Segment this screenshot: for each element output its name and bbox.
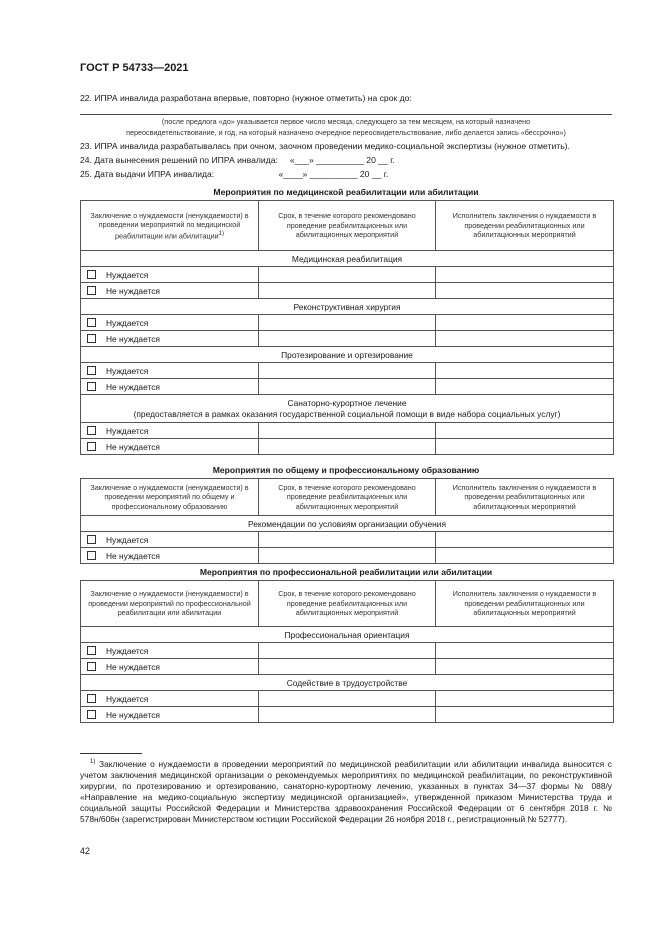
term-cell[interactable]	[259, 423, 436, 439]
term-cell[interactable]	[259, 379, 436, 395]
executor-cell[interactable]	[436, 439, 614, 455]
column-header-conclusion: Заключение о нуждаемости (ненуждаемости) в проведении мероприятий по профессиональной реабилитации или абилитации	[81, 581, 259, 627]
column-header-term: Срок, в течение которого рекомендовано проведение реабилитационных или абилитационных мероприятий	[259, 479, 436, 516]
option-need[interactable]: Нуждается	[81, 363, 259, 379]
executor-cell[interactable]	[436, 331, 614, 347]
item-23: 23. ИПРА инвалида разрабатывалась при очном, заочном проведении медико-социальной экспертизы (нужное отметить).	[80, 141, 570, 151]
term-cell[interactable]	[259, 691, 436, 707]
term-cell[interactable]	[259, 548, 436, 564]
checkbox[interactable]	[87, 694, 96, 703]
executor-cell[interactable]	[436, 548, 614, 564]
option-no-need[interactable]: Не нуждается	[81, 439, 259, 455]
executor-cell[interactable]	[436, 315, 614, 331]
option-need[interactable]: Нуждается	[81, 532, 259, 548]
term-cell[interactable]	[259, 659, 436, 675]
column-header-executor: Исполнитель заключения о нуждаемости в проведении реабилитационных или абилитационных мероприятий	[436, 201, 614, 251]
checkbox[interactable]	[87, 535, 96, 544]
option-need[interactable]: Нуждается	[81, 691, 259, 707]
fill-line	[80, 114, 612, 115]
checkbox[interactable]	[87, 646, 96, 655]
option-no-need[interactable]: Не нуждается	[81, 659, 259, 675]
option-need[interactable]: Нуждается	[81, 423, 259, 439]
executor-cell[interactable]	[436, 659, 614, 675]
option-no-need[interactable]: Не нуждается	[81, 331, 259, 347]
subsection-medical-rehabilitation: Медицинская реабилитация	[81, 251, 614, 267]
medical-section-title: Мероприятия по медицинской реабилитации или абилитации	[213, 187, 479, 197]
executor-cell[interactable]	[436, 363, 614, 379]
subsection-learning-conditions: Рекомендации по условиям организации обучения	[81, 516, 614, 532]
executor-cell[interactable]	[436, 379, 614, 395]
column-header-executor: Исполнитель заключения о нуждаемости в проведении реабилитационных или абилитационных мероприятий	[436, 479, 614, 516]
checkbox[interactable]	[87, 442, 96, 451]
option-no-need[interactable]: Не нуждается	[81, 707, 259, 723]
item-22: 22. ИПРА инвалида разработана впервые, повторно (нужное отметить) на срок до:	[80, 93, 412, 103]
checkbox[interactable]	[87, 270, 96, 279]
checkbox[interactable]	[87, 286, 96, 295]
footnote-divider	[80, 753, 142, 754]
checkbox[interactable]	[87, 366, 96, 375]
option-need[interactable]: Нуждается	[81, 267, 259, 283]
education-section-title: Мероприятия по общему и профессиональному образованию	[212, 465, 480, 475]
subsection-reconstructive-surgery: Реконструктивная хирургия	[81, 299, 614, 315]
subsection-career-guidance: Профессиональная ориентация	[81, 627, 614, 643]
medical-table	[80, 200, 614, 455]
item-22-note-1: (после предлога «до» указывается первое число месяца, следующего за тем месяцем, на который назначено	[161, 117, 531, 126]
checkbox[interactable]	[87, 662, 96, 671]
executor-cell[interactable]	[436, 423, 614, 439]
checkbox[interactable]	[87, 426, 96, 435]
term-cell[interactable]	[259, 707, 436, 723]
term-cell[interactable]	[259, 315, 436, 331]
executor-cell[interactable]	[436, 267, 614, 283]
column-header-term: Срок, в течение которого рекомендовано проведение реабилитационных или абилитационных мероприятий	[259, 201, 436, 251]
executor-cell[interactable]	[436, 532, 614, 548]
option-need[interactable]: Нуждается	[81, 315, 259, 331]
subsection-sanatorium: Санаторно-курортное лечение (предоставляется в рамках оказания государственной социальной помощи в виде набора социальных услуг)	[81, 395, 614, 423]
subsection-prosthetics: Протезирование и ортезирование	[81, 347, 614, 363]
option-no-need[interactable]: Не нуждается	[81, 548, 259, 564]
column-header-executor: Исполнитель заключения о нуждаемости в проведении реабилитационных или абилитационных мероприятий	[436, 581, 614, 627]
column-header-term: Срок, в течение которого рекомендовано проведение реабилитационных или абилитационных мероприятий	[259, 581, 436, 627]
subsection-employment-assistance: Содействие в трудоустройстве	[81, 675, 614, 691]
term-cell[interactable]	[259, 439, 436, 455]
term-cell[interactable]	[259, 331, 436, 347]
checkbox[interactable]	[87, 551, 96, 560]
term-cell[interactable]	[259, 643, 436, 659]
executor-cell[interactable]	[436, 643, 614, 659]
education-table	[80, 478, 614, 564]
checkbox[interactable]	[87, 382, 96, 391]
document-header: ГОСТ Р 54733—2021	[80, 62, 189, 74]
term-cell[interactable]	[259, 283, 436, 299]
item-24: 24. Дата вынесения решений по ИПРА инвалида: «___» __________ 20 __ г.	[80, 155, 395, 165]
executor-cell[interactable]	[436, 707, 614, 723]
option-no-need[interactable]: Не нуждается	[81, 379, 259, 395]
professional-table	[80, 580, 614, 723]
item-25: 25. Дата выдачи ИПРА инвалида: «____» __________ 20 __ г.	[80, 169, 389, 179]
option-no-need[interactable]: Не нуждается	[81, 283, 259, 299]
term-cell[interactable]	[259, 532, 436, 548]
checkbox[interactable]	[87, 318, 96, 327]
column-header-conclusion: Заключение о нуждаемости (ненуждаемости) в проведении мероприятий по общему и профессиональному образованию	[81, 479, 259, 516]
executor-cell[interactable]	[436, 283, 614, 299]
checkbox[interactable]	[87, 710, 96, 719]
footnote: $^{1)}$ Заключение о нуждаемости в проведении мероприятий по медицинской реабилитации или абилитации инвалида выносится с учетом заключения медицинской организации о рекомендуемых мероприятиях по медицинской реабилитации, по реконструктивной хирургии, по протезированию и ортезированию, санаторно-курортному лечению, указанных в пунктах 34—37 формы № 088/у «Направление на медико-социальную экспертизу медицинской организацией», утвержденной приказом Министерства труда и социальной защиты Российской Федерации и Министерства здравоохранения Российской Федерации от 6 сентября 2018 г. № 578н/606н (зарегистрирован Министерством юстиции Российской Федерации 26 ноября 2018 г., регистрационный № 52777).	[80, 758, 612, 824]
checkbox[interactable]	[87, 334, 96, 343]
term-cell[interactable]	[259, 363, 436, 379]
executor-cell[interactable]	[436, 691, 614, 707]
page-number: 42	[80, 846, 91, 856]
option-need[interactable]: Нуждается	[81, 643, 259, 659]
professional-section-title: Мероприятия по профессиональной реабилитации или абилитации	[199, 567, 493, 577]
term-cell[interactable]	[259, 267, 436, 283]
column-header-conclusion: Заключение о нуждаемости (ненуждаемости) в проведении мероприятий по медицинской реабилитации или абилитации$^{1)}$	[81, 201, 259, 251]
item-22-note-2: переосвидетельствование, и год, на который назначено очередное переосвидетельствование, либо делается запись «бессрочно»)	[126, 128, 566, 137]
